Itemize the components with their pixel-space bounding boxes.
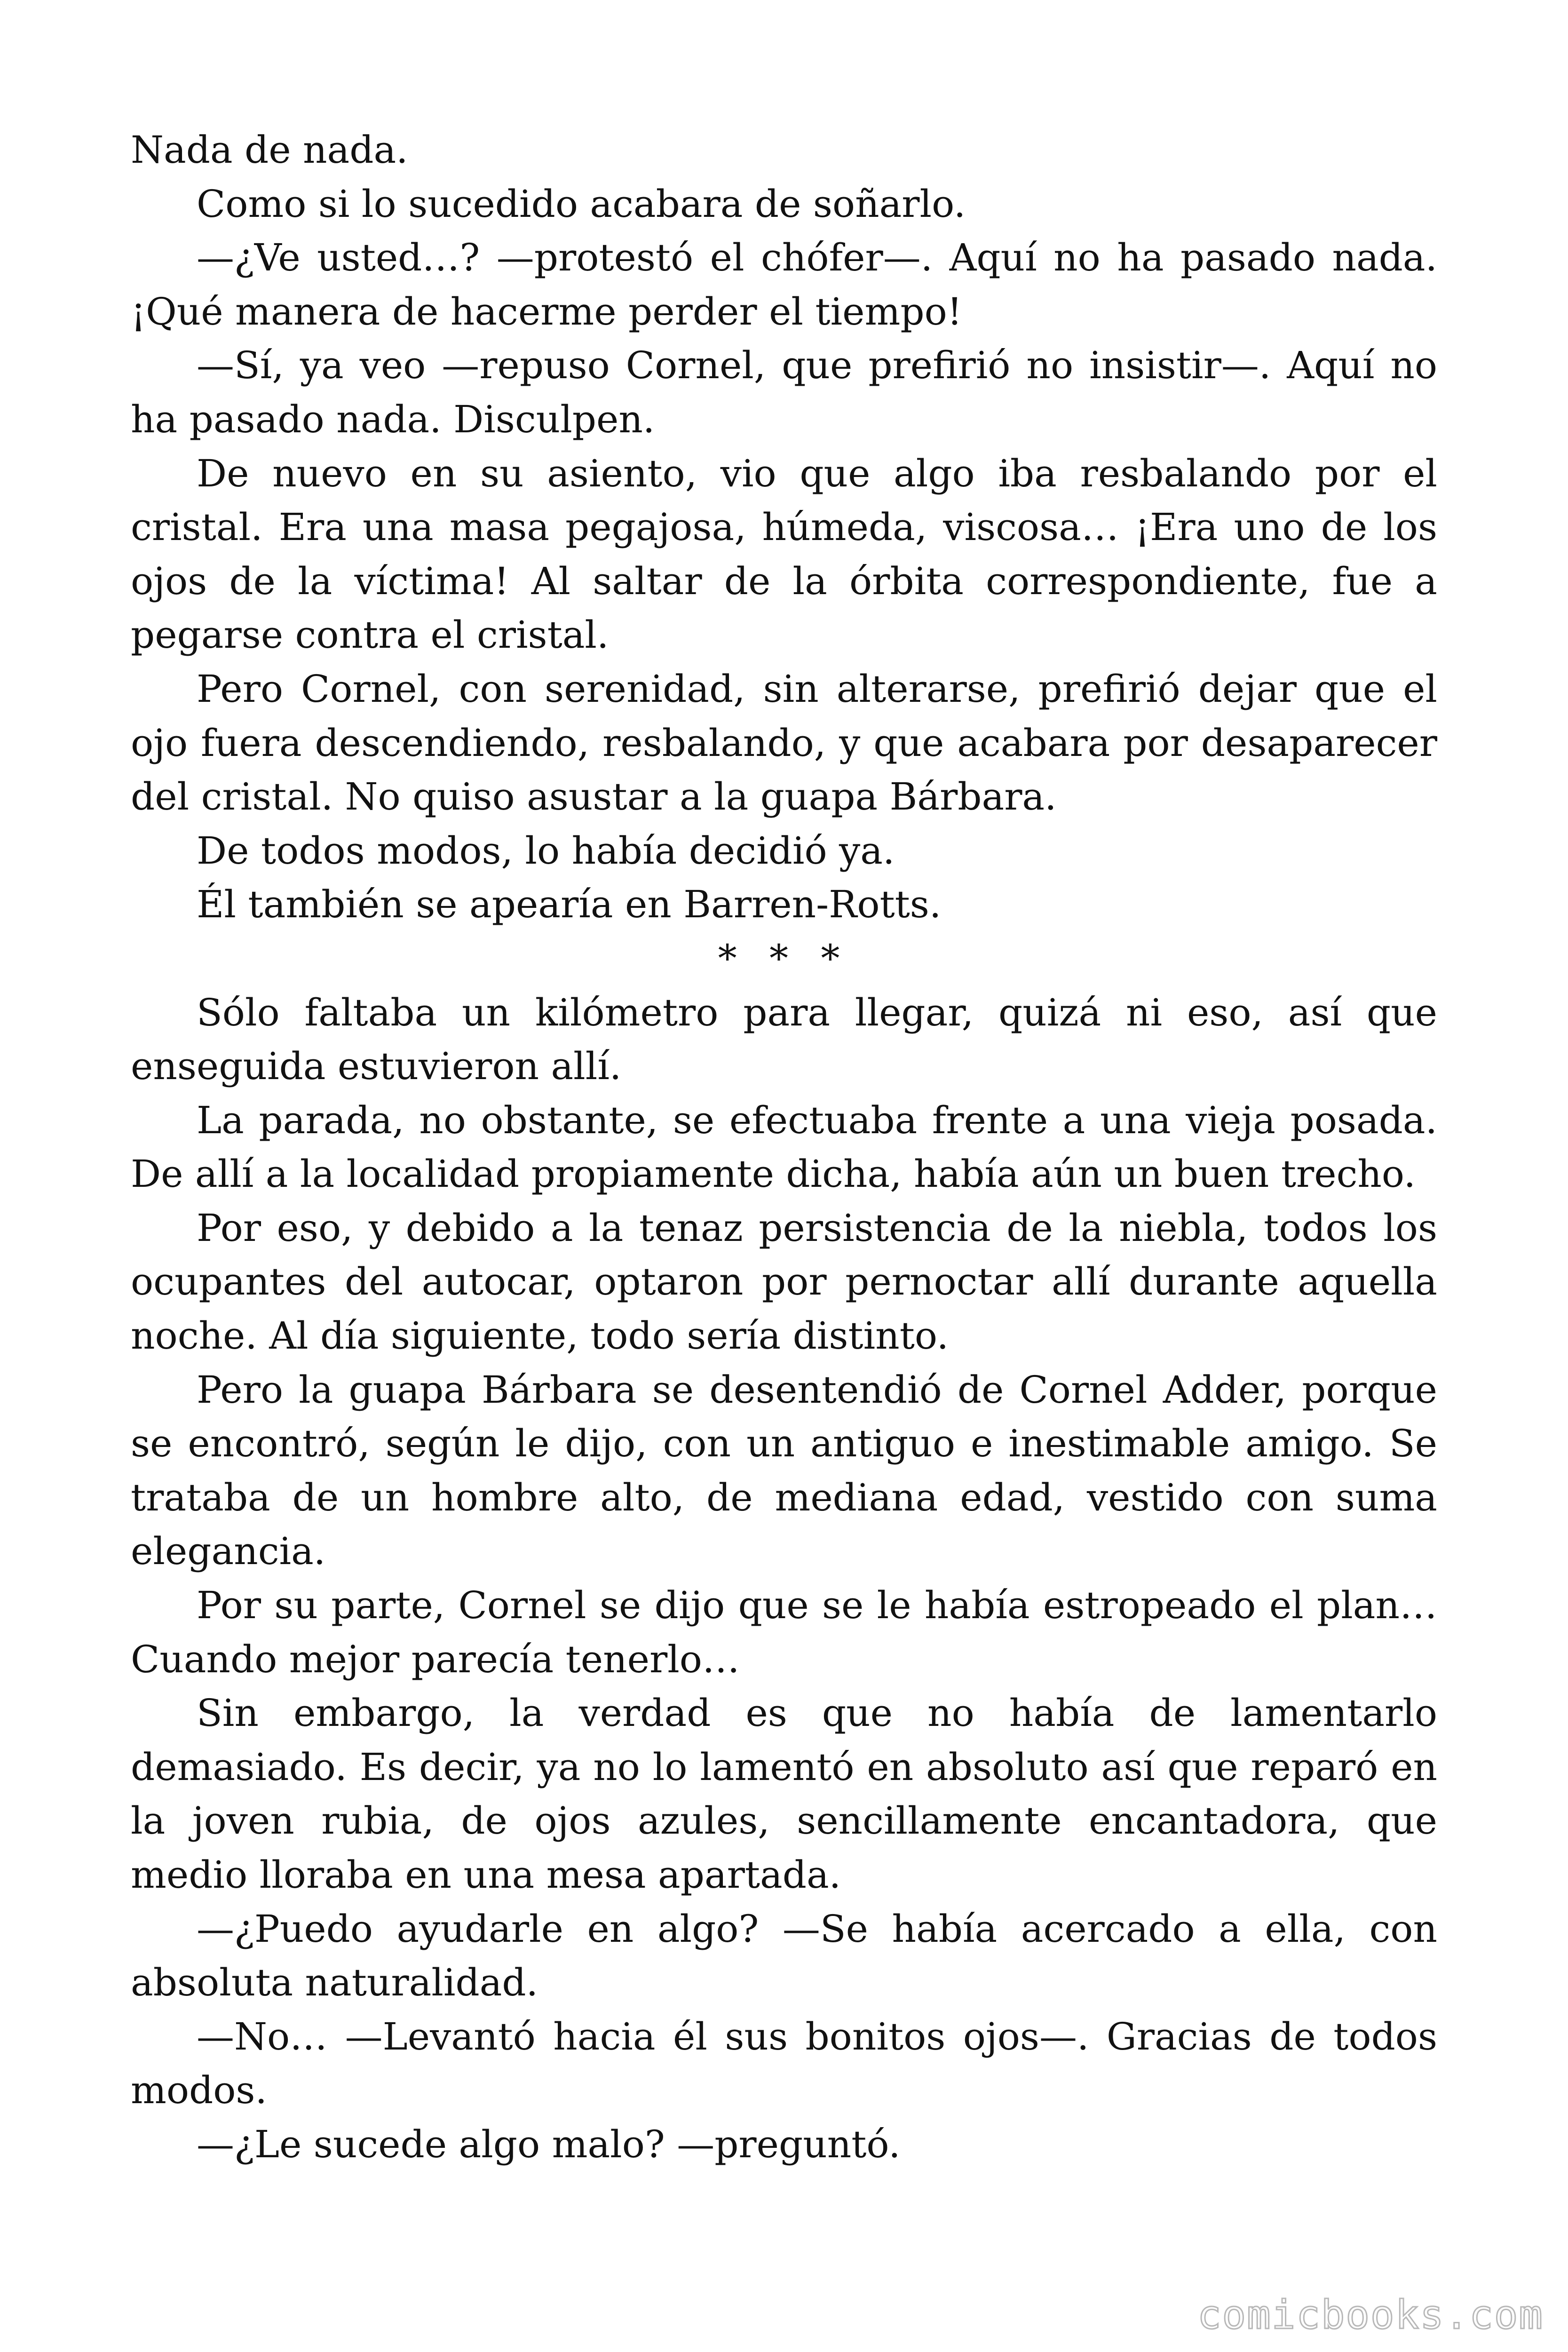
text-block-before-break — [131, 123, 1437, 932]
paragraph: La parada, no obstante, se efectuaba frente a una vieja posada. De allí a la localidad propiamente dicha, había aún un buen trecho. — [131, 1098, 1437, 1196]
paragraph: —No… —Levantó hacia él sus bonitos ojos—. Gracias de todos modos. — [131, 2014, 1437, 2113]
watermark-text: comicbooks.com — [1197, 2292, 1544, 2338]
paragraph: —¿Puedo ayudarle en algo? —Se había acercado a ella, con absoluta naturalidad. — [131, 1907, 1437, 2005]
paragraph: Sin embargo, la verdad es que no había de lamentarlo demasiado. Es decir, ya no lo lamentó en absoluto así que reparó en la joven rubia, de ojos azules, sencillamente encantadora, que medio lloraba en una mesa apartada. — [131, 1691, 1437, 1897]
scene-break: * * * — [718, 936, 850, 980]
paragraph: De nuevo en su asiento, vio que algo iba resbalando por el cristal. Era una masa pegajosa, húmeda, viscosa… ¡Era uno de los ojos de la víctima! Al saltar de la órbita correspondiente, fue a pegarse contra el cristal. — [131, 451, 1437, 657]
paragraph: Por su parte, Cornel se dijo que se le había estropeado el plan… Cuando mejor parecía tenerlo… — [131, 1583, 1437, 1681]
paragraph: Pero la guapa Bárbara se desentendió de Cornel Adder, porque se encontró, según le dijo, con un antiguo e inestimable amigo. Se trataba de un hombre alto, de mediana edad, vestido con suma elegancia. — [131, 1367, 1437, 1573]
paragraph: De todos modos, lo había decidió ya. — [197, 828, 895, 873]
paragraph: Pero Cornel, con serenidad, sin alterarse, prefirió dejar que el ojo fuera descendiendo, resbalando, y que acabara por desaparecer del cristal. No quiso asustar a la guapa Bárbara. — [131, 667, 1437, 819]
paragraph: Sólo faltaba un kilómetro para llegar, quizá ni eso, así que enseguida estuvieron allí. — [131, 990, 1437, 1089]
document-page — [131, 123, 1437, 2240]
paragraph: Como si lo sucedido acabara de soñarlo. — [197, 182, 966, 226]
paragraph: —Sí, ya veo —repuso Cornel, que prefirió no insistir—. Aquí no ha pasado nada. Disculpen. — [131, 343, 1437, 441]
text-block-after-break — [131, 986, 1437, 2172]
paragraph: Por eso, y debido a la tenaz persistencia de la niebla, todos los ocupantes del autocar, optaron por pernoctar allí durante aquella noche. Al día siguiente, todo sería distinto. — [131, 1206, 1437, 1358]
paragraph: —¿Le sucede algo malo? —preguntó. — [197, 2122, 901, 2166]
paragraph: Nada de nada. — [131, 128, 408, 172]
paragraph: —¿Ve usted…? —protestó el chófer—. Aquí no ha pasado nada. ¡Qué manera de hacerme perder el tiempo! — [131, 236, 1437, 334]
paragraph: Él también se apearía en Barren-Rotts. — [197, 882, 942, 927]
